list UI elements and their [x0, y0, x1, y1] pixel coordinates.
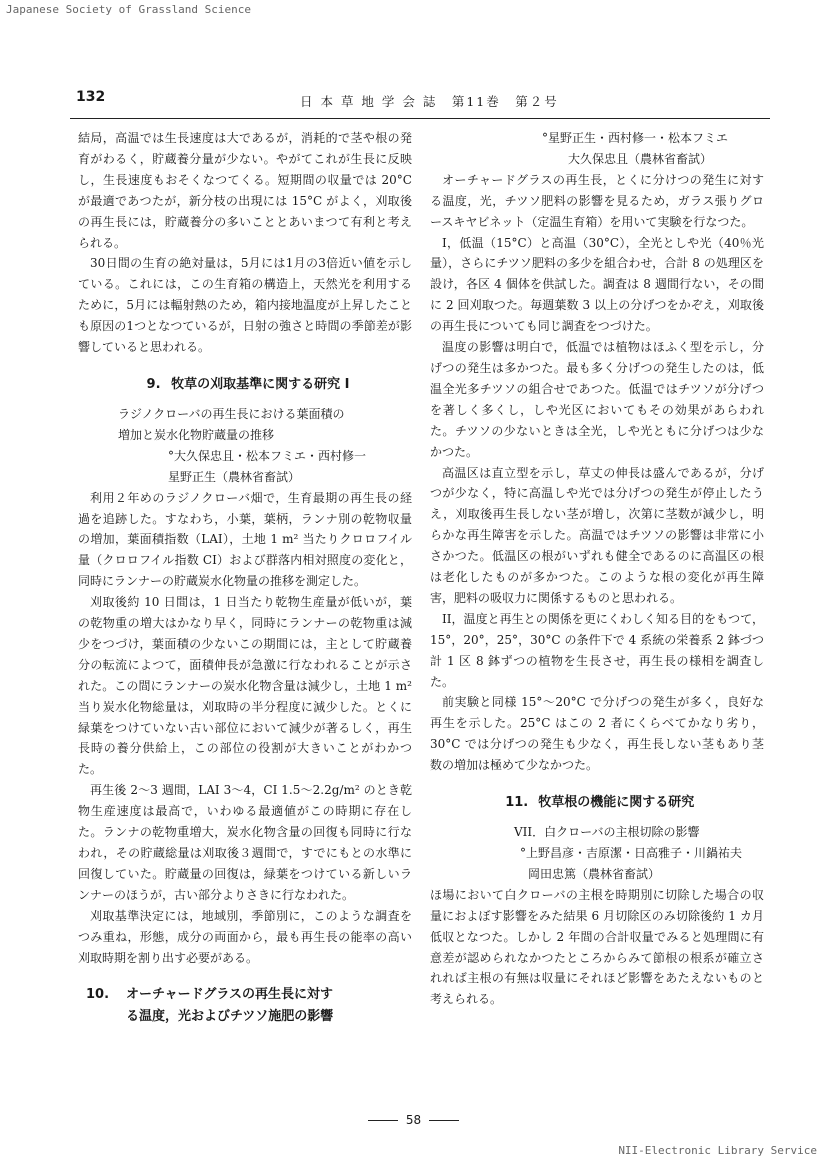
journal-running-title: 日 本 草 地 学 会 誌 第11巻 第２号 [300, 94, 559, 109]
footer-dash [368, 1120, 398, 1121]
paragraph: 高温区は直立型を示し，草丈の伸長は盛んであるが，分げつが少なく，特に高温しや光では分げつの発生が停止したうえ，刈取後再生長しない茎が増し，次第に茎数が減少し，明らかな再生障害を示した。高温ではチツソの影響は非常に小さかつた。低温区の根がいずれも健全であるのに高温区の根は老化したものが多かつた。このような根の変化が再生障害，肥料の吸収力に関係するものと思われる。 [430, 465, 764, 605]
section-number: 9. [146, 376, 161, 392]
authors-line: °星野正生・西村修一・松本フミエ [542, 131, 729, 145]
section-title: 牧草根の機能に関する研究 [538, 795, 695, 811]
section-heading-11 [430, 792, 764, 814]
authors-line: 星野正生（農林省畜試） [168, 469, 301, 484]
section-heading-10 [78, 984, 412, 1028]
right-column [430, 128, 764, 1010]
section-number: 11. [505, 795, 529, 811]
paragraph: 刈取基準決定には，地域別，季節別に，このような調査をつみ重ね，形態，成分の両面から，最も再生長の能率の高い刈取時期を割り出す必要がある。 [78, 908, 412, 965]
paragraph: 前実験と同様 15°～20°C で分げつの発生が多く，良好な再生を示した。25°C はこの 2 者にくらべてかなり劣り，30°C では分げつの発生も少なく，再生長しない茎もあり茎数の増加は極めて少なかつた。 [430, 695, 764, 773]
subtitle-line: ラジノクローバの再生長における葉面積の [118, 406, 345, 421]
paragraph: オーチャードグラスの再生長，とくに分けつの発生に対する温度，光，チツソ肥料の影響を見るため，ガラス張りグロースキヤビネット（定温生育箱）を用いて実験を行なつた。 [430, 172, 764, 229]
section-title-cont: る温度，光およびチツソ施肥の影響 [126, 1009, 334, 1025]
authors-line: °大久保忠且・松本フミエ・西村修一 [168, 448, 367, 463]
left-column [78, 128, 412, 1036]
page-number: 132 [76, 89, 106, 105]
section-number: 10. [86, 987, 110, 1003]
authors-line: 岡田忠篤（農林省畜試） [528, 866, 661, 881]
page-footer [0, 1113, 827, 1127]
paragraph: 結局，高温では生長速度は大であるが，消耗的で茎や根の発育がわるく，貯蔵養分量が少ない。やがてこれが生長に反映し，生長速度もおそくなつてくる。短期間の収量では 20°C が最適であつたが，新分枝の出現には 15°C がよく，刈取後の再生長には，貯蔵養分の多いこととあいまつて有利と考えられる。 [78, 131, 412, 250]
footer-page-number: 58 [405, 1113, 422, 1127]
society-credit: Japanese Society of Grassland Science [6, 3, 252, 16]
subtitle-line: 増加と炭水化物貯蔵量の推移 [118, 427, 275, 442]
section-title: オーチャードグラスの再生長に対す [126, 987, 333, 1003]
header-rule [70, 118, 770, 119]
authors-line: °上野昌彦・吉原潔・日高雅子・川鍋祐夫 [520, 846, 743, 860]
paragraph: 利用２年めのラジノクローバ畑で，生育最期の再生長の経過を追跡した。すなわち，小葉，葉柄，ランナ別の乾物収量の増加，葉面積指数（LAI），土地 1 m² 当たりクロロフイル量（クロロフイル指数 CI）および群落内相対照度の変化と，同時にランナーの貯蔵炭水化物量の推移を測定した。 [78, 490, 412, 589]
section-title: 牧草の刈取基準に関する研究 I [171, 376, 350, 392]
paragraph: 再生後 2～3 週間，LAI 3～4，CI 1.5～2.2g/m² のとき乾物生産速度は最高で，いわゆる最適値がこの時期に存在した。ランナの乾物重増大，炭水化物含量の回復も同時に行なわれ，その貯蔵総量は刈取後３週間で，すでにもとの水準に回復していた。貯蔵量の回復は，緑葉をつけている新しいランナーのほうが，古い部分よりさきに行なわれた。 [78, 783, 412, 902]
section-heading-9 [78, 374, 412, 396]
paragraph: II，温度と再生との関係を更にくわしく知る目的をもつて，15°，20°，25°，30°C の条件下で 4 系統の栄養系 2 鉢づつ計 1 区 8 鉢ずつの植物を生長させ，再生長の様相を調査した。 [430, 611, 764, 689]
paragraph: ほ場において白クローバの主根を時期別に切除した場合の収量におよぼす影響をみた結果 6 月切除区のみ切除後約 1 カ月低収となつた。しかし 2 年間の合計収量でみると処理間に有意差が認められなかつたところからみて節根の根系が確立されれば主根の有無は収量にそれほど影響をあたえないものと考えられる。 [430, 887, 764, 1007]
paragraph: 30日間の生育の絶対量は，5月には1月の3倍近い値を示している。これには，この生育箱の構造上，天然光を利用するために，5月には輻射熱のため，箱内接地温度が上昇したことも原因の1つとなつているが，日射の強さと時間の季節差が影響していると思われる。 [78, 256, 412, 355]
paragraph: I，低温（15°C）と高温（30°C），全光としや光（40％光量），さらにチツソ肥料の多少を組合わせ，合計 8 の処理区を設け，各区 4 個体を供試した。調査は 8 週間行ない，その間に 2 回刈取つた。毎週葉数 3 以上の分げつをかぞえ，刈取後の再生長についても同じ調査をつづけた。 [430, 235, 764, 334]
footer-dash [429, 1120, 459, 1121]
paragraph: 温度の影響は明白で，低温では植物はほふく型を示し，分げつの発生は多かつた。最も多く分げつの発生したのは，低温全光多チツソの組合せであつた。低温ではチツソが分げつを著しく多くし，しや光区においてもその効果があらわれた。チツソの少ないときは全光，しや光ともに分げつは少なかつた。 [430, 340, 764, 459]
service-credit: NII-Electronic Library Service [618, 1144, 817, 1157]
paragraph: 刈取後約 10 日間は，1 日当たり乾物生産量が低いが，葉の乾物重の増大はかなり早く，同時にランナーの乾物重は減少をつづけ，葉面積の少ないこの期間には，主として貯蔵養分の転流によつて，面積伸長が急激に行なわれることが示された。この間にランナーの炭水化物含量は減少し，土地 1 m² 当り炭水化物総量は，刈取時の半分程度に減少した。とくに緑葉をつけていない古い部位において減少が著るしく，再生長時の養分供給上，この部位の役割が大きいことがわかつた。 [78, 595, 412, 777]
subtitle-line: VII．白クローバの主根切除の影響 [514, 825, 700, 840]
authors-line: 大久保忠且（農林省畜試） [568, 151, 713, 166]
